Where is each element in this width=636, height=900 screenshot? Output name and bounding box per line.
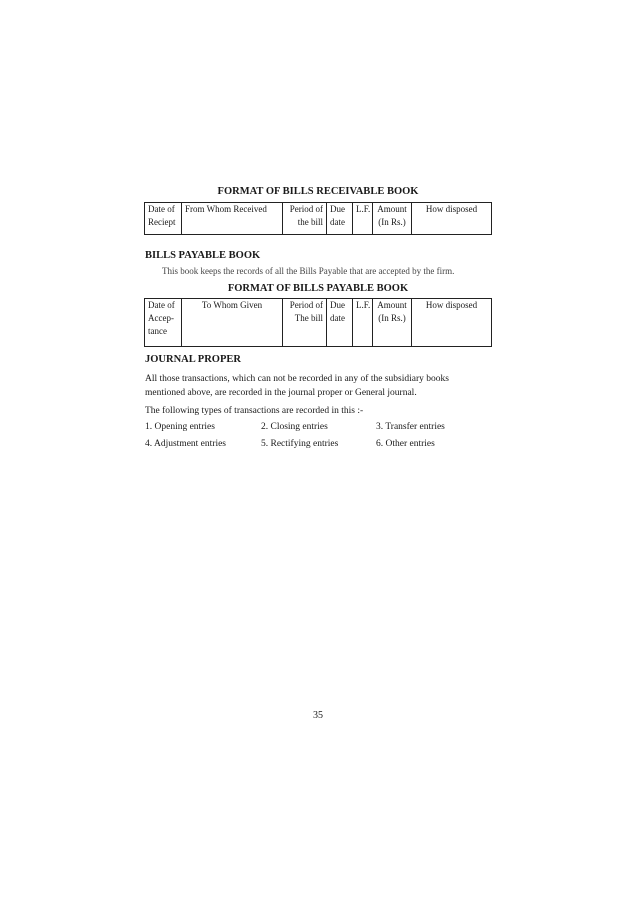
list-item: 5. Rectifying entries: [261, 439, 339, 449]
bills-receivable-table: [144, 202, 492, 235]
journal-paragraph-line: All those transactions, which can not be recorded in any of the subsidiary books: [145, 374, 449, 384]
journal-paragraph-line: mentioned above, are recorded in the journal proper or General journal.: [145, 388, 417, 398]
receivable-format-title: FORMAT OF BILLS RECEIVABLE BOOK: [217, 186, 419, 197]
page-number: 35: [313, 710, 323, 721]
table-cell: Amount (In Rs.): [373, 203, 412, 235]
table-cell: How disposed: [412, 299, 492, 347]
bills-payable-heading: BILLS PAYABLE BOOK: [145, 250, 261, 261]
bills-payable-table: [144, 298, 492, 347]
journal-intro: The following types of transactions are recorded in this :-: [145, 406, 364, 416]
list-item: 6. Other entries: [376, 439, 435, 449]
table-cell: L.F.: [353, 299, 373, 347]
table-cell: Period of the bill: [283, 203, 327, 235]
table-cell: Date of Reciept: [145, 203, 182, 235]
table-cell: Due date: [327, 299, 353, 347]
table-cell: How disposed: [412, 203, 492, 235]
table-row: [145, 203, 492, 235]
journal-proper-heading: JOURNAL PROPER: [145, 354, 241, 365]
table-cell: Period of The bill: [283, 299, 327, 347]
payable-format-title: FORMAT OF BILLS PAYABLE BOOK: [227, 283, 409, 294]
table-cell: Date of Accep- tance: [145, 299, 182, 347]
list-item: 2. Closing entries: [261, 422, 328, 432]
table-cell: Amount (In Rs.): [373, 299, 412, 347]
bills-payable-description: This book keeps the records of all the Bills Payable that are accepted by the firm.: [162, 266, 455, 276]
list-item: 4. Adjustment entries: [145, 439, 227, 449]
table-cell: From Whom Received: [182, 203, 283, 235]
table-cell: To Whom Given: [182, 299, 283, 347]
table-row: [145, 299, 492, 347]
table-cell: L.F.: [353, 203, 373, 235]
list-item: 3. Transfer entries: [376, 422, 445, 432]
list-item: 1. Opening entries: [145, 422, 215, 432]
table-cell: Due date: [327, 203, 353, 235]
